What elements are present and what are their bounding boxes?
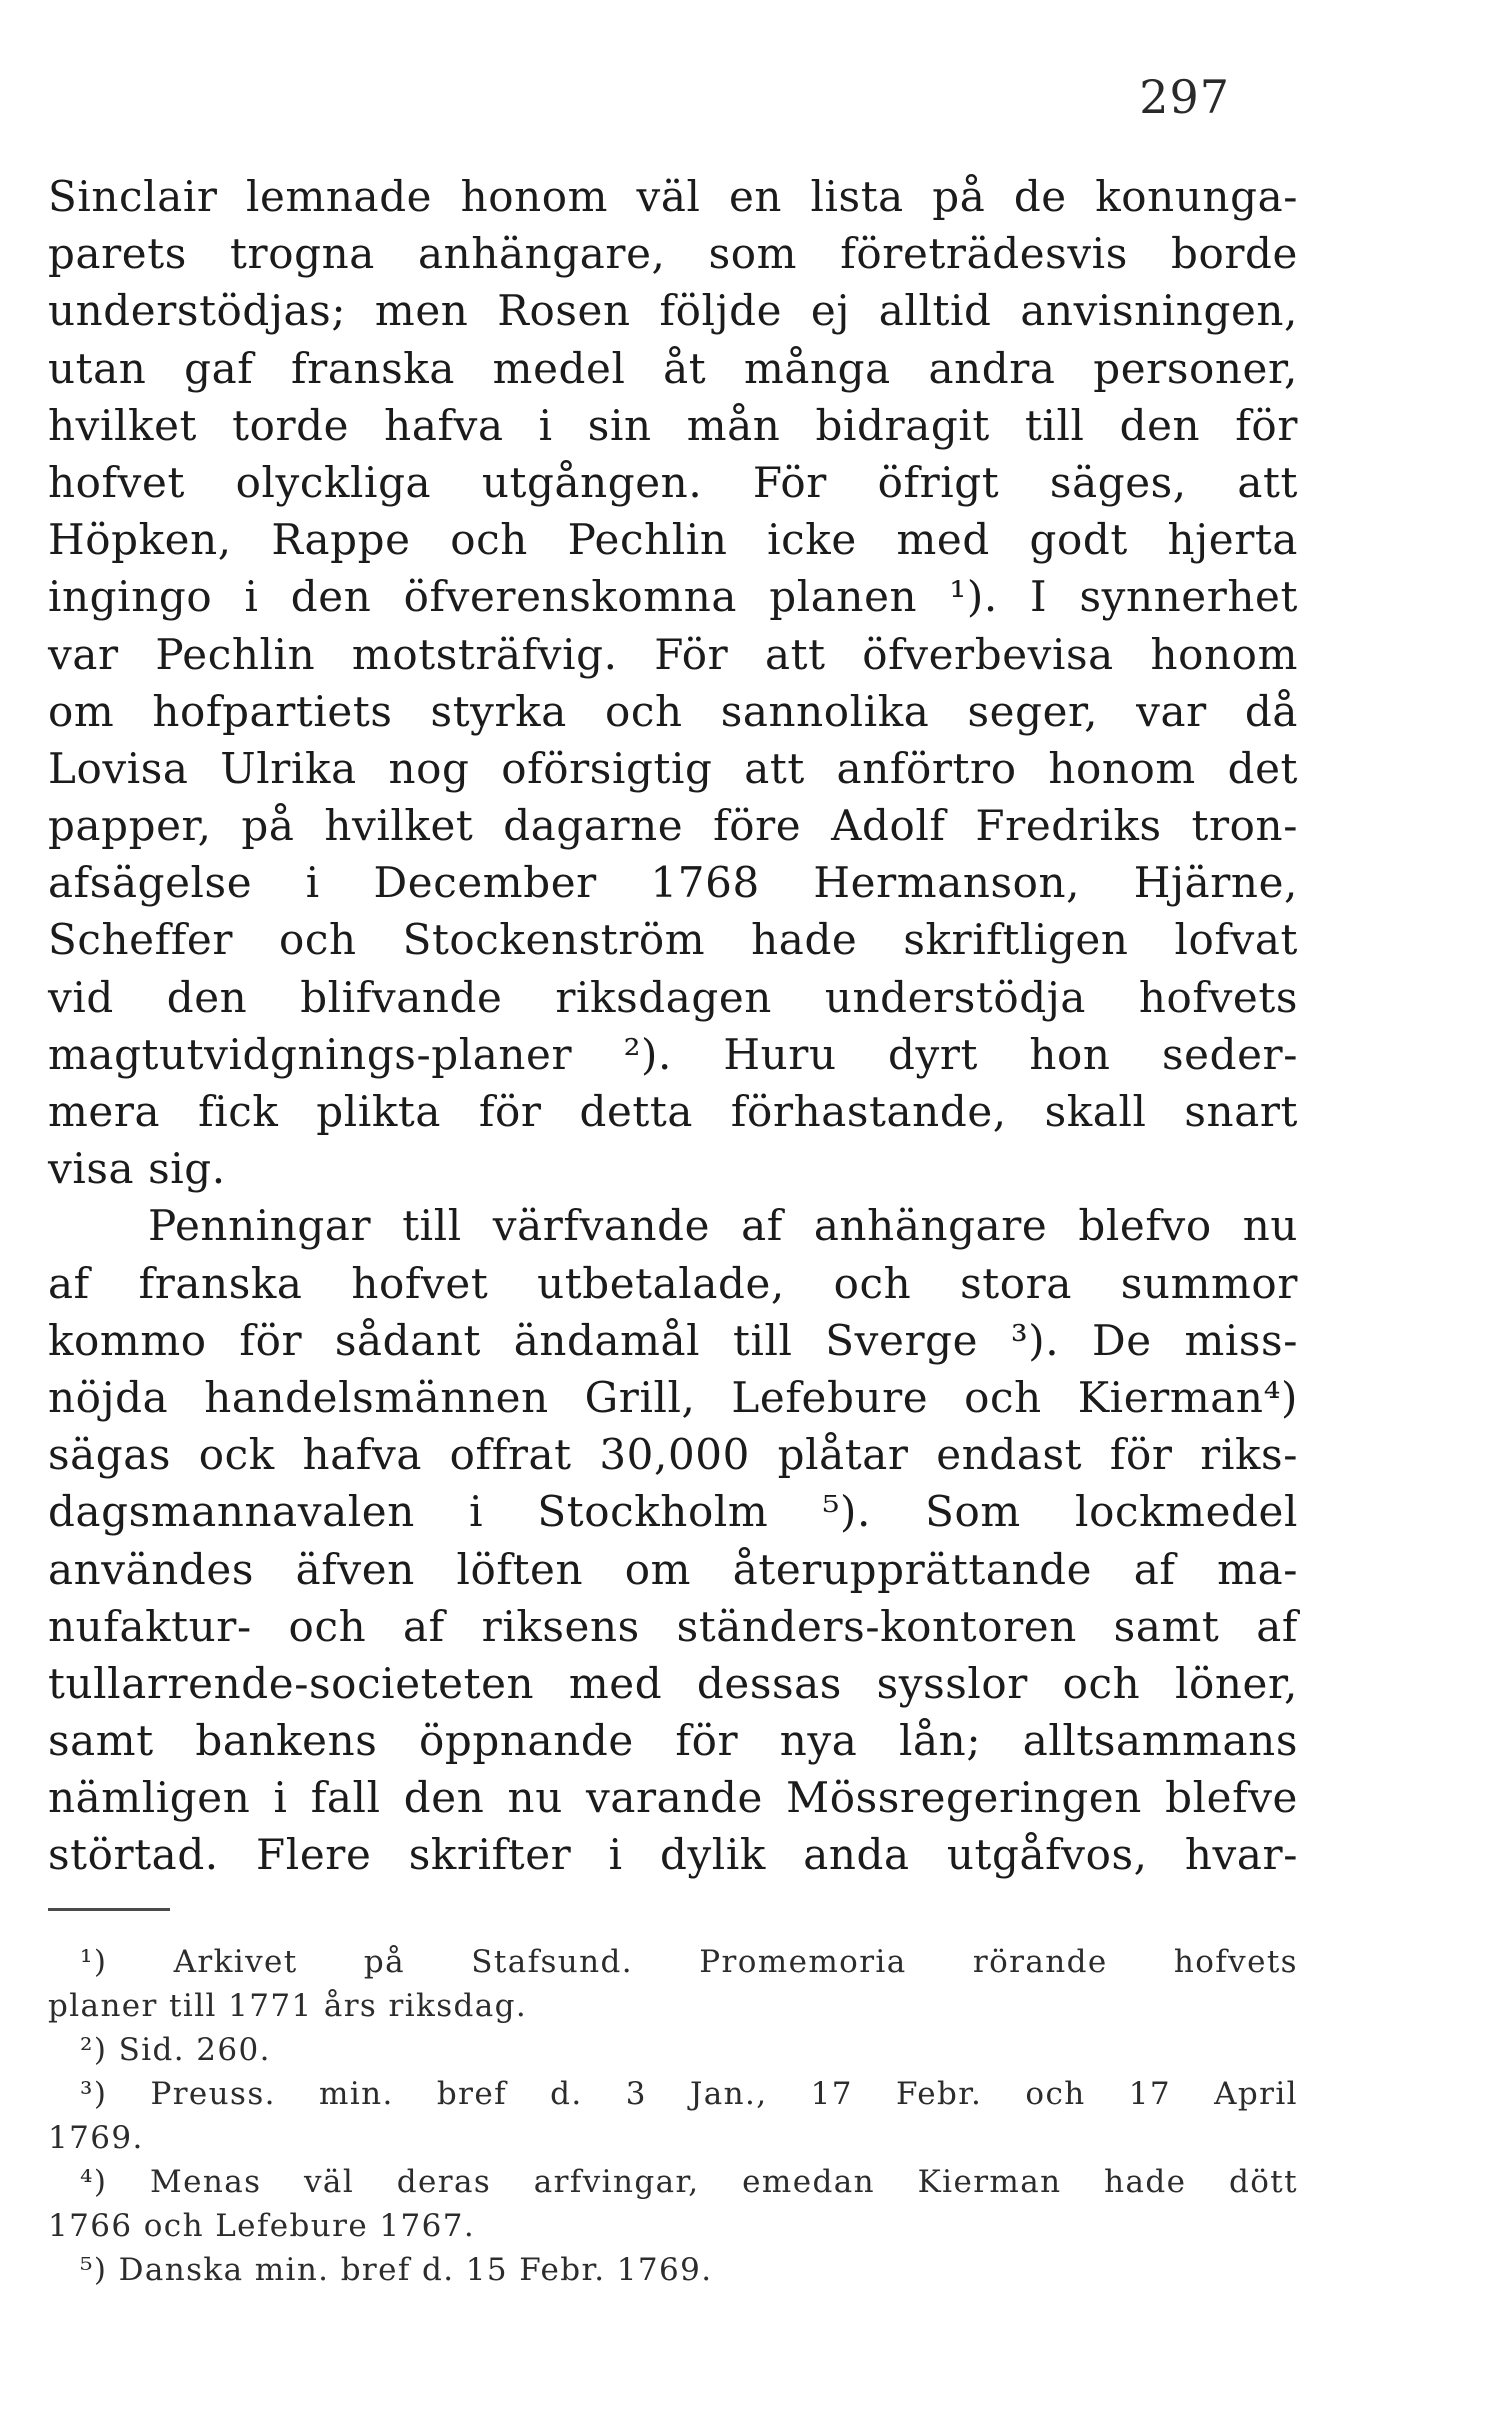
text-line: nöjda handelsmännen Grill, Lefebure och Kierman⁴) [48,1372,1298,1422]
footnote-line: planer till 1771 års riksdag. [48,1988,528,2024]
text-line: magtutvidgnings-planer ²). Huru dyrt hon seder- [48,1029,1298,1079]
text-line: parets trogna anhängare, som företrädesvis borde [48,229,1298,279]
footnote-line: ¹) Arkivet på Stafsund. Promemoria rörande hofvets [80,1944,1298,1980]
text-line: om hofpartiets styrka och sannolika seger, var då [48,686,1298,736]
text-line: kommo för sådant ändamål till Sverge ³). De miss- [48,1315,1298,1365]
text-line: Lovisa Ulrika nog oförsigtig att anförtro honom det [48,743,1298,793]
text-line: sägas ock hafva offrat 30,000 plåtar endast för riks- [48,1430,1298,1480]
footnotes [48,1940,1298,2292]
text-line: papper, på hvilket dagarne före Adolf Fredriks tron- [48,801,1298,851]
text-line: nufaktur- och af riksens ständers-kontoren samt af [48,1601,1298,1651]
text-line: hvilket torde hafva i sin mån bidragit till den för [48,400,1298,450]
footnote-line: ⁵) Danska min. bref d. 15 Febr. 1769. [80,2252,713,2288]
page-number: 297 [1139,70,1230,124]
footnote-line: 1769. [48,2120,144,2156]
text-line: Penningar till värfvande af anhängare blefvo nu [148,1201,1298,1251]
text-line: Sinclair lemnade honom väl en lista på de konunga- [48,172,1298,221]
text-line: afsägelse i December 1768 Hermanson, Hjärne, [48,858,1298,908]
text-line: samt bankens öppnande för nya lån; alltsammans [48,1716,1298,1766]
text-line: af franska hofvet utbetalade, och stora summor [48,1258,1298,1308]
text-line: Scheffer och Stockenström hade skriftligen lofvat [48,915,1298,965]
footnote-line: ²) Sid. 260. [80,2032,271,2068]
text-line: ingingo i den öfverenskomna planen ¹). I synnerhet [48,572,1298,622]
footnote-line: 1766 och Lefebure 1767. [48,2208,476,2244]
text-line: tullarrende-societeten med dessas sysslor och löner, [48,1658,1298,1708]
text-line: vid den blifvande riksdagen understödja hofvets [48,972,1298,1022]
main-text [48,168,1298,1884]
footnote-line: ⁴) Menas väl deras arfvingar, emedan Kierman hade dött [80,2164,1298,2200]
footnote-line: ³) Preuss. min. bref d. 3 Jan., 17 Febr. och 17 April [80,2076,1298,2112]
text-line: användes äfven löften om återupprättande af ma- [48,1544,1298,1594]
text-line: hofvet olyckliga utgången. För öfrigt säges, att [48,457,1298,507]
text-line: visa sig. [48,1144,226,1194]
text-line: understödjas; men Rosen följde ej alltid anvisningen, [48,286,1298,336]
text-line: mera fick plikta för detta förhastande, skall snart [48,1087,1298,1136]
text-line: dagsmannavalen i Stockholm ⁵). Som lockmedel [48,1487,1298,1537]
footnote-divider [48,1908,170,1911]
text-line: nämligen i fall den nu varande Mössregeringen blefve [48,1773,1298,1823]
text-line: utan gaf franska medel åt många andra personer, [48,343,1298,393]
text-line: var Pechlin motsträfvig. För att öfverbevisa honom [48,629,1298,679]
text-line: störtad. Flere skrifter i dylik anda utgåfvos, hvar- [48,1830,1298,1880]
text-line: Höpken, Rappe och Pechlin icke med godt hjerta [48,515,1298,565]
